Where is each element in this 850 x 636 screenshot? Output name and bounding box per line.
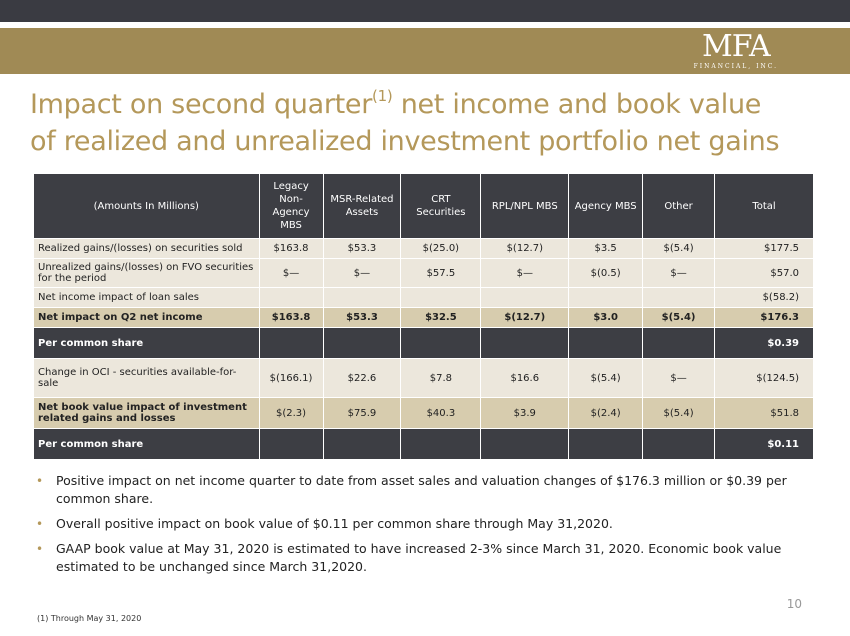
title-line2: of realized and unrealized investment portfolio net gains [30, 126, 780, 157]
table-row [34, 328, 814, 359]
table-cell: $53.3 [323, 308, 401, 328]
table-cell: $0.39 [715, 328, 814, 359]
table-cell: $— [643, 359, 715, 398]
table-cell: $22.6 [323, 359, 401, 398]
table-cell [323, 429, 401, 460]
row-label: Realized gains/(losses) on securities sold [34, 239, 260, 259]
table-cell: $0.11 [715, 429, 814, 460]
table-cell: $(25.0) [401, 239, 481, 259]
column-header: RPL/NPL MBS [481, 174, 569, 239]
table-cell: $(12.7) [481, 239, 569, 259]
bullet-text: Positive impact on net income quarter to date from asset sales and valuation changes of $176.3 million or $0.39 per common share. [56, 473, 787, 506]
list-item [36, 515, 816, 533]
column-header: Legacy Non-Agency MBS [259, 174, 323, 239]
table-cell: $(5.4) [643, 239, 715, 259]
row-label: Net impact on Q2 net income [34, 308, 260, 328]
table-row [34, 429, 814, 460]
table-cell [643, 429, 715, 460]
table-cell: $(0.5) [569, 259, 643, 288]
table-cell: $176.3 [715, 308, 814, 328]
table-cell: $— [643, 259, 715, 288]
table-cell: $3.5 [569, 239, 643, 259]
list-item [36, 540, 816, 576]
table-cell: $75.9 [323, 398, 401, 429]
list-item [36, 472, 816, 508]
bullet-icon: • [36, 542, 44, 556]
table-cell: $(5.4) [643, 308, 715, 328]
top-bar [0, 0, 850, 22]
table-cell: $163.8 [259, 239, 323, 259]
row-label: Unrealized gains/(losses) on FVO securities for the period [34, 259, 260, 288]
table-row [34, 259, 814, 288]
table-cell [481, 429, 569, 460]
bullet-icon: • [36, 517, 44, 531]
table-cell: $7.8 [401, 359, 481, 398]
table-cell: $(124.5) [715, 359, 814, 398]
table-cell: $16.6 [481, 359, 569, 398]
page-number: 10 [786, 597, 802, 611]
column-header: CRT Securities [401, 174, 481, 239]
logo-main-text: MFA [702, 29, 770, 64]
column-header: MSR-Related Assets [323, 174, 401, 239]
table-row [34, 288, 814, 308]
bullet-icon: • [36, 474, 44, 488]
table-cell: $(12.7) [481, 308, 569, 328]
table-cell: $— [323, 259, 401, 288]
table-cell: $40.3 [401, 398, 481, 429]
table-cell: $(2.4) [569, 398, 643, 429]
table-cell: $(2.3) [259, 398, 323, 429]
bullet-list [36, 472, 816, 583]
table-cell [569, 429, 643, 460]
table-cell: $— [259, 259, 323, 288]
table-cell [401, 328, 481, 359]
table-cell [569, 288, 643, 308]
table-cell [481, 328, 569, 359]
table-cell [569, 328, 643, 359]
mfa-logo [693, 29, 778, 70]
table-cell: $3.9 [481, 398, 569, 429]
table-cell: $(5.4) [569, 359, 643, 398]
table-row [34, 359, 814, 398]
table-cell: $(166.1) [259, 359, 323, 398]
bullet-text: GAAP book value at May 31, 2020 is estimated to have increased 2-3% since March 31, 2020. Economic book value estimated to be unchanged since March 31,2020. [56, 541, 782, 574]
table-cell [481, 288, 569, 308]
column-header: Total [715, 174, 814, 239]
table-cell: $51.8 [715, 398, 814, 429]
table-cell [643, 288, 715, 308]
table-cell [401, 429, 481, 460]
slide-title [30, 86, 830, 160]
table-cell [259, 429, 323, 460]
table-cell: $— [481, 259, 569, 288]
table-row [34, 239, 814, 259]
table-cell: $177.5 [715, 239, 814, 259]
table-cell: $3.0 [569, 308, 643, 328]
gains-table [33, 173, 814, 460]
row-label: Change in OCI - securities available-for-sale [34, 359, 260, 398]
table-cell [323, 328, 401, 359]
row-label: Per common share [34, 429, 260, 460]
table-cell [259, 328, 323, 359]
table-cell: $163.8 [259, 308, 323, 328]
logo-sub-text: FINANCIAL, INC. [693, 63, 778, 70]
table-cell [643, 328, 715, 359]
table-cell: $(5.4) [643, 398, 715, 429]
table-cell: $53.3 [323, 239, 401, 259]
row-label: Net income impact of loan sales [34, 288, 260, 308]
table-cell [323, 288, 401, 308]
footnote: (1) Through May 31, 2020 [37, 614, 142, 623]
table-cell: $(58.2) [715, 288, 814, 308]
row-label: Net book value impact of investment related gains and losses [34, 398, 260, 429]
title-line1-a: Impact on second quarter [30, 89, 373, 120]
title-line1-b: net income and book value [392, 89, 762, 120]
column-header: Other [643, 174, 715, 239]
table-header-row [34, 174, 814, 239]
title-footnote-ref: (1) [372, 87, 393, 105]
table-cell: $57.0 [715, 259, 814, 288]
table-cell: $32.5 [401, 308, 481, 328]
row-label: Per common share [34, 328, 260, 359]
table-cell: $57.5 [401, 259, 481, 288]
column-header: Agency MBS [569, 174, 643, 239]
column-header: (Amounts In Millions) [34, 174, 260, 239]
table-cell [401, 288, 481, 308]
table-cell [259, 288, 323, 308]
table-row [34, 398, 814, 429]
table-row [34, 308, 814, 328]
bullet-text: Overall positive impact on book value of $0.11 per common share through May 31,2020. [56, 516, 613, 531]
